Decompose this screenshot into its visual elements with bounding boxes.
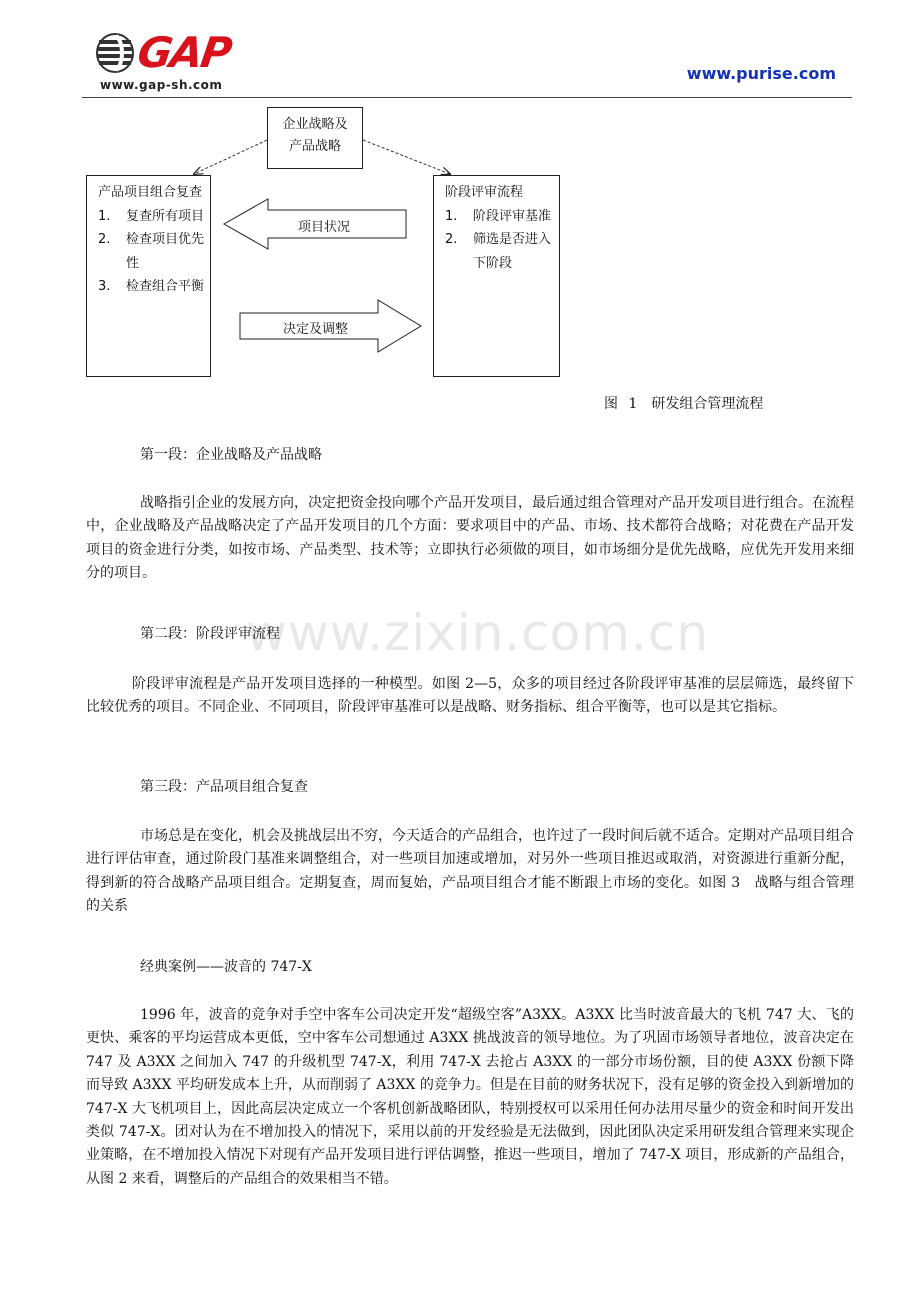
list-item: 1. 阶段评审基准 <box>445 208 552 224</box>
list-item: 3. 检查组合平衡 <box>98 279 205 294</box>
logo-wordmark: GAP <box>134 28 234 77</box>
list-item: 2. 筛选是否进入下阶段 <box>445 232 552 271</box>
paragraph-3: 市场总是在变化，机会及挑战层出不穷，今天适合的产品组合，也许过了一段时间后就不适合。定期对产品项目组合进行评估审查，通过阶段门基准来调整组合，对一些项目加速或增加，对另外一些项目推迟或取消，对资源进行重新分配，得到新的符合战略产品项目组合。定期复查，周而复始，产品项目组合才能不断跟上市场的变化。如图 3 战略与组合管理的关系 <box>86 828 854 915</box>
paragraph-1: 战略指引企业的发展方向，决定把资金投向哪个产品开发项目，最后通过组合管理对产品开发项目进行组合。在流程中，企业战略及产品战略决定了产品开发项目的几个方面：要求项目中的产品、市场、技术都符合战略；对花费在产品开发项目的资金进行分类，如按市场、产品类型、技术等；立即执行必须做的项目，如市场细分是优先战略，应优先开发用来细分的项目。 <box>86 495 854 582</box>
list-item: 1. 复查所有项目 <box>98 208 205 224</box>
globe-icon <box>94 32 136 74</box>
connector-to-left-box <box>194 140 267 174</box>
stage-gate-box <box>433 175 560 377</box>
list-item: 2. 检查项目优先性 <box>98 232 205 271</box>
figure-caption: 图 1 研发组合管理流程 <box>604 396 764 412</box>
stage-gate-title: 阶段评审流程 <box>445 185 524 200</box>
strategy-box-line1: 企业战略及 <box>282 117 348 132</box>
decision-arrow-label: 决定及调整 <box>283 322 349 337</box>
gap-logo[interactable] <box>82 26 252 96</box>
connector-to-right-box <box>363 140 450 174</box>
watermark: www.zixin.com.cn <box>246 604 710 662</box>
section-heading-1: 第一段：企业战略及产品战略 <box>140 447 322 463</box>
status-arrow-label: 项目状况 <box>298 220 351 235</box>
portfolio-review-title: 产品项目组合复查 <box>98 185 203 200</box>
header-divider <box>82 97 852 98</box>
strategy-box <box>267 107 363 169</box>
flow-diagram <box>80 102 580 387</box>
strategy-box-line2: 产品战略 <box>288 139 341 154</box>
section-heading-2: 第二段：阶段评审流程 <box>140 626 280 642</box>
site-url-link[interactable]: www.purise.com <box>686 64 836 83</box>
portfolio-review-box <box>86 175 211 377</box>
page-header <box>82 24 852 100</box>
paragraph-2: 阶段评审流程是产品开发项目选择的一种模型。如图 2—5，众多的项目经过各阶段评审基准的层层筛选，最终留下比较优秀的项目。不同企业、不同项目，阶段评审基准可以是战略、财务指标、组合平衡等，也可以是其它指标。 <box>86 676 854 716</box>
logo-url[interactable]: www.gap-sh.com <box>100 78 223 92</box>
section-heading-4: 经典案例——波音的 747-X <box>140 959 312 975</box>
paragraph-4: 1996 年，波音的竞争对手空中客车公司决定开发“超级空客”A3XX。A3XX 比当时波音最大的飞机 747 大、飞的更快、乘客的平均运营成本更低，空中客车公司想通过 A3XX 挑战波音的领导地位。为了巩固市场领导者地位，波音决定在 747 及 A3XX 之间加入 747 的升级机型 747-X，利用 747-X 去抢占 A3XX 的一部分市场份额，目的使 A3XX 份额下降而导致 A3XX 平均研发成本上升，从而削弱了 A3XX 的竞争力。但是在目前的财务状况下，没有足够的资金投入到新增加的 747-X 大飞机项目上，因此高层决定成立一个客机创新战略团队，特别授权可以采用任何办法用尽量少的资金和时间开发出类似 747-X。团对认为在不增加投入的情况下，采用以前的开发经验是无法做到，因此团队决定采用研发组合管理来实现企业策略，在不增加投入情况下对现有产品开发项目进行评估调整，推迟一些项目，增加了 747-X 项目，形成新的产品组合，从图 2 来看，调整后的产品组合的效果相当不错。 <box>86 1007 854 1187</box>
section-heading-3: 第三段：产品项目组合复查 <box>140 779 308 795</box>
